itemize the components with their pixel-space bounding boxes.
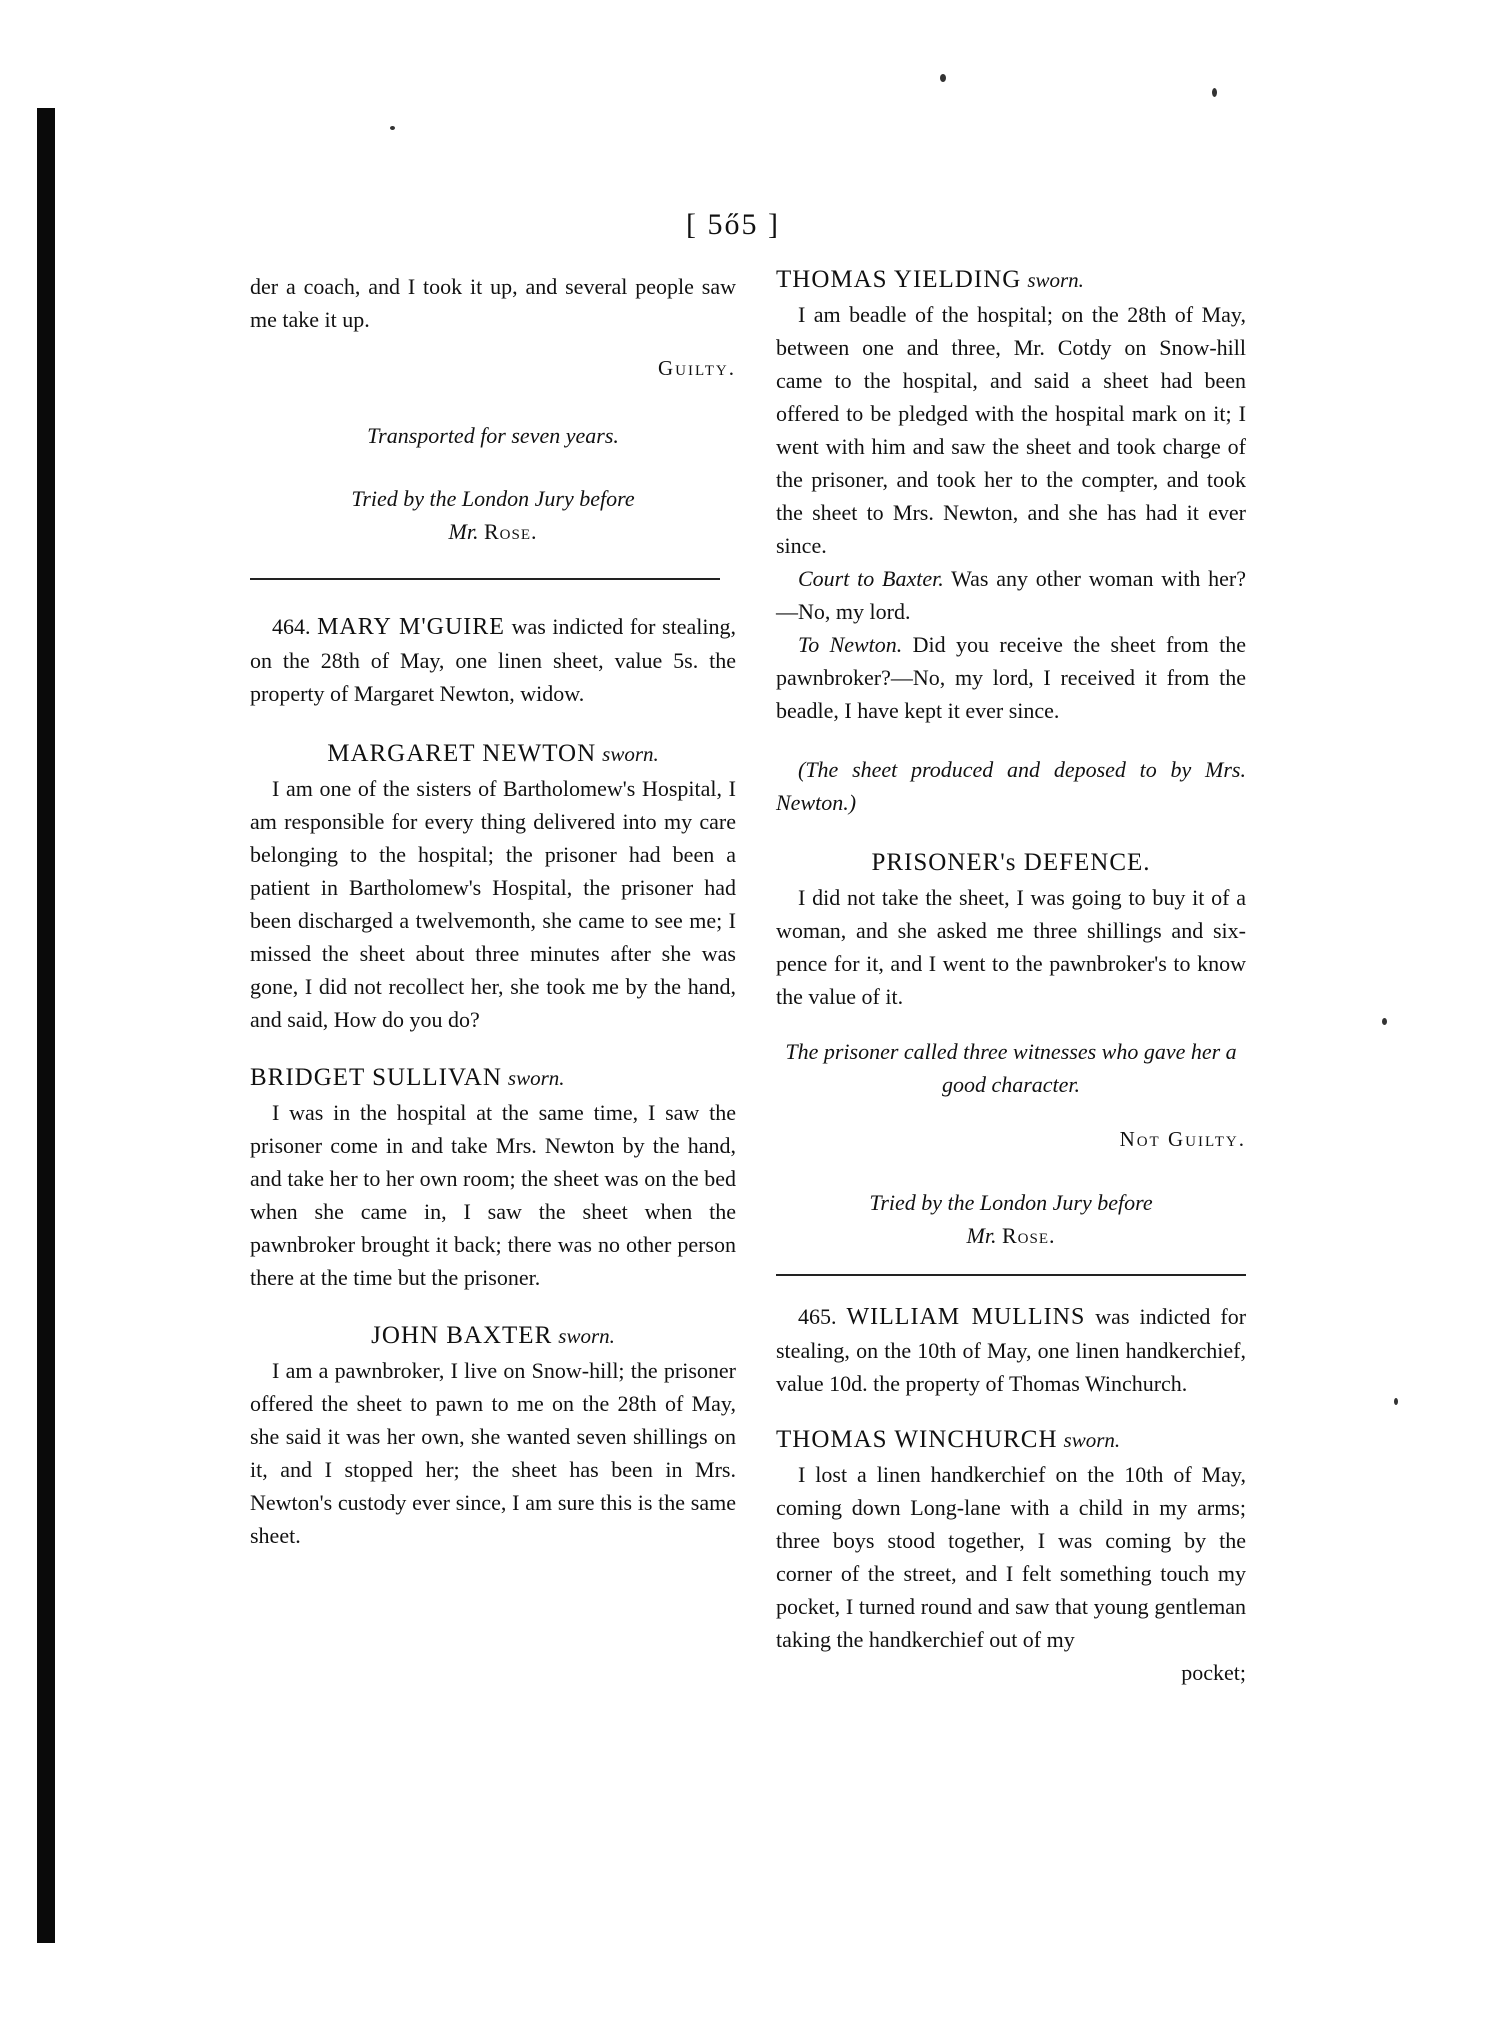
witness-newton-sworn: sworn.	[602, 742, 659, 766]
sheet-produced-note: (The sheet produced and deposed to by Mrs. Newton.)	[776, 757, 1246, 815]
witness-yielding-name: THOMAS YIELDING	[776, 266, 1022, 293]
binding-edge	[37, 108, 55, 1943]
court-to-baxter	[776, 562, 1246, 628]
right-column	[776, 262, 1246, 1689]
ink-speck	[1212, 88, 1217, 97]
witness-yielding-heading	[776, 262, 1246, 298]
to-newton-text: Did you receive the sheet from the pawnbroker?—No, my lord, I received it from the beadle, I have kept it ever since.	[776, 632, 1246, 723]
trial-464-line2	[776, 1219, 1246, 1252]
case-465-number: 465.	[798, 1304, 837, 1329]
case-465-name: WILLIAM MULLINS	[846, 1304, 1086, 1330]
case-464-paragraph	[250, 610, 736, 710]
sentence-463: Transported for seven years.	[367, 423, 619, 448]
witness-sullivan-heading	[250, 1060, 736, 1096]
witness-baxter-name: JOHN BAXTER	[371, 1322, 553, 1349]
trial-464-judge: Rose.	[1001, 1223, 1056, 1248]
ink-speck	[940, 74, 946, 82]
witness-baxter-sworn: sworn.	[558, 1324, 615, 1348]
trial-463-mr: Mr.	[448, 519, 484, 544]
witness-baxter-heading	[250, 1318, 736, 1354]
page-number: [ 5ő5 ]	[686, 208, 780, 241]
witnesses-called: The prisoner called three witnesses who gave her a good character.	[785, 1039, 1237, 1097]
verdict-464: Not Guilty.	[1119, 1127, 1246, 1151]
witness-newton-heading	[250, 736, 736, 772]
left-column	[250, 270, 736, 1552]
trial-463-line1: Tried by the London Jury before	[351, 486, 635, 511]
newton-testimony: I am one of the sisters of Bartholomew's Hospital, I am responsible for every thing delivered into my care belonging to the hospital; the prisoner had been a patient in Bartholomew's Hospital, the prisoner had been discharged a twelvemonth, she came to see me; I missed the sheet about three minutes after she was gone, I did not recollect her, she took me by the hand, and said, How do you do?	[250, 776, 736, 1032]
witness-newton-name: MARGARET NEWTON	[327, 740, 597, 767]
witness-winchurch-heading	[776, 1422, 1246, 1458]
to-newton	[776, 628, 1246, 727]
case-465-paragraph	[776, 1300, 1246, 1400]
sullivan-testimony: I was in the hospital at the same time, I saw the prisoner come in and take Mrs. Newton by the hand, and take her to her own room; the sheet was on the bed when she came in, I saw the sheet when the pawnbroker brought it back; there was no other person there at the time but the prisoner.	[250, 1100, 736, 1290]
court-to-baxter-text: Was any other woman with her?—No, my lord.	[776, 566, 1247, 624]
case-464-number: 464.	[272, 614, 311, 639]
witness-winchurch-name: THOMAS WINCHURCH	[776, 1426, 1058, 1453]
catchword: pocket;	[1181, 1660, 1246, 1685]
to-newton-label: To Newton.	[798, 632, 903, 657]
case-464-text: was indicted for stealing, on the 28th of May, one linen sheet, value 5s. the property of Margaret Newton, widow.	[250, 614, 736, 706]
ink-speck	[390, 126, 395, 130]
defence-heading: PRISONER's DEFENCE.	[871, 849, 1151, 876]
case-465-text: was indicted for stealing, on the 10th of May, one linen handkerchief, value 10d. the property of Thomas Winchurch.	[776, 1304, 1247, 1396]
case-464-name: MARY M'GUIRE	[317, 614, 505, 640]
verdict-463: Guilty.	[657, 356, 736, 380]
continuation-text: der a coach, and I took it up, and several people saw me take it up.	[250, 274, 736, 332]
yielding-testimony: I am beadle of the hospital; on the 28th of May, between one and three, Mr. Cotdy on Snow-hill came to the hospital, and said a sheet had been offered to be pledged with the hospital mark on it; I went with him and saw the sheet and took charge of the prisoner, and took her to the compter, and took the sheet to Mrs. Newton, and she has had it ever since.	[776, 302, 1246, 558]
witness-yielding-sworn: sworn.	[1027, 268, 1084, 292]
ink-speck	[1382, 1018, 1387, 1025]
baxter-testimony: I am a pawnbroker, I live on Snow-hill; the prisoner offered the sheet to pawn to me on the 28th of May, she said it was her own, she wanted seven shillings on it, and I stopped her; the sheet has been in Mrs. Newton's custody ever since, I am sure this is the same sheet.	[250, 1358, 736, 1548]
trial-463-judge: Rose.	[483, 519, 538, 544]
winchurch-testimony: I lost a linen handkerchief on the 10th of May, coming down Long-lane with a child in my arms; three boys stood together, I was coming by the corner of the street, and I felt something touch my pocket, I turned round and saw that young gentleman taking the handkerchief out of my	[776, 1462, 1246, 1652]
ink-speck	[1394, 1398, 1398, 1405]
defence-text: I did not take the sheet, I was going to buy it of a woman, and she asked me three shillings and six-pence for it, and I went to the pawnbroker's to know the value of it.	[776, 885, 1246, 1009]
trial-464-line1: Tried by the London Jury before	[869, 1190, 1153, 1215]
witness-winchurch-sworn: sworn.	[1063, 1428, 1121, 1452]
trial-464-mr: Mr.	[966, 1223, 1002, 1248]
witness-sullivan-sworn: sworn.	[507, 1066, 565, 1090]
trial-463-line2	[250, 515, 736, 548]
court-to-baxter-label: Court to Baxter.	[798, 566, 944, 591]
witness-sullivan-name: BRIDGET SULLIVAN	[250, 1064, 502, 1091]
